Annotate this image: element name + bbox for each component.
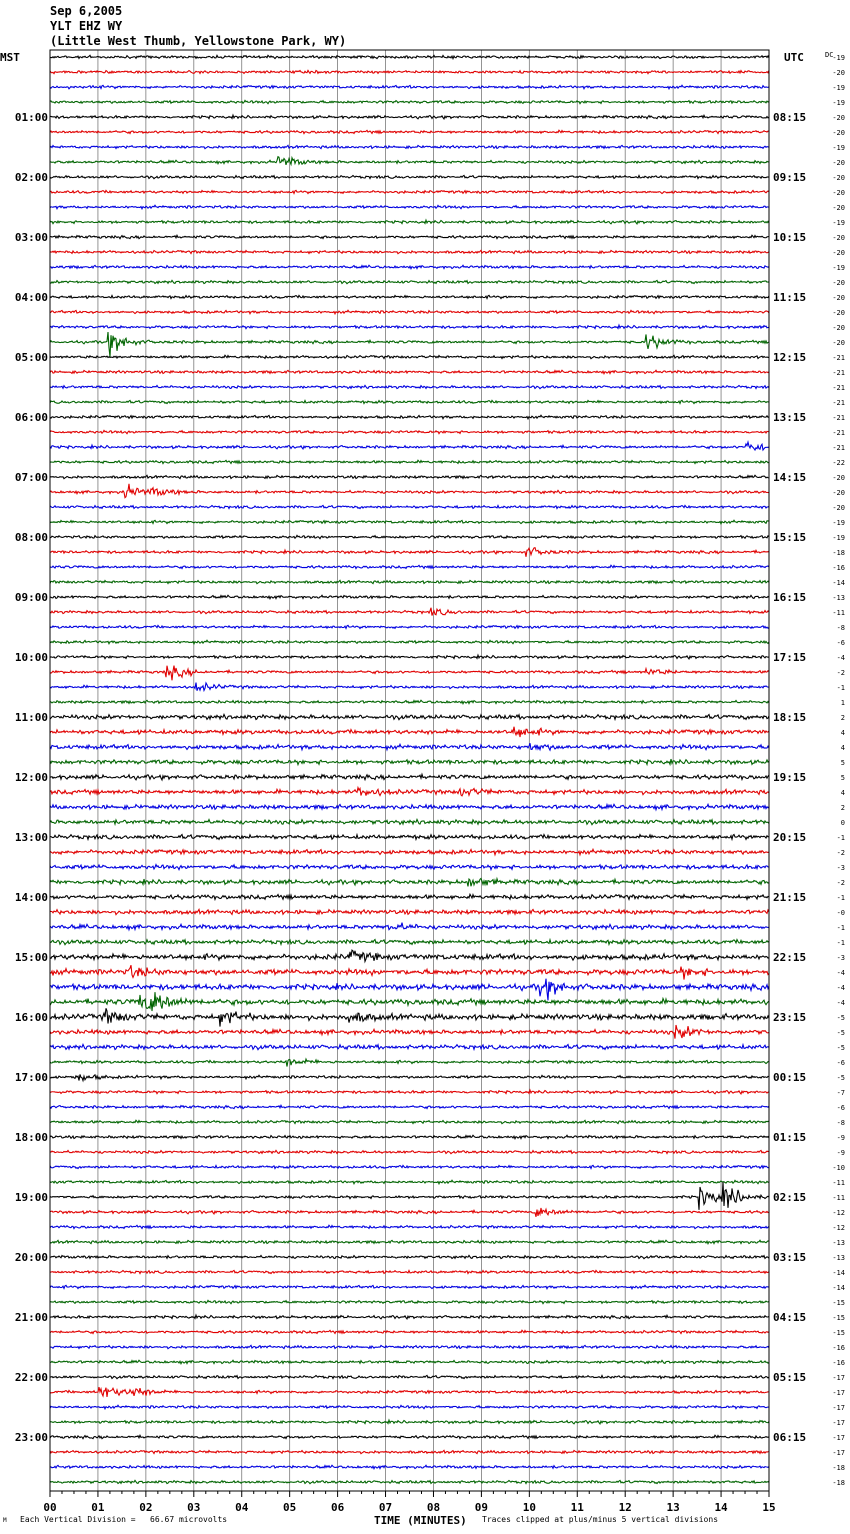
seismic-trace: [50, 835, 769, 840]
utc-hour-labels: [773, 111, 806, 1444]
seismic-trace: [50, 1105, 769, 1108]
dc-offset-value: -17: [832, 1374, 845, 1382]
header-station: YLT EHZ WY: [50, 19, 123, 33]
seismic-trace: [50, 1387, 769, 1397]
utc-axis-label: UTC: [784, 51, 804, 64]
dc-offset-value: -1: [836, 894, 845, 902]
dc-offset-value: -4: [836, 969, 845, 977]
dc-offset-value: -6: [836, 639, 845, 647]
x-tick-label: 01: [91, 1501, 105, 1514]
seismic-trace: [50, 1240, 769, 1243]
dc-offset-value: -4: [836, 999, 845, 1007]
mst-hour-label: 05:00: [14, 351, 48, 364]
seismic-trace: [50, 484, 769, 498]
seismic-trace: [50, 743, 769, 750]
dc-offset-value: 5: [840, 774, 845, 782]
seismic-trace: [50, 1074, 769, 1080]
utc-hour-label: 06:15: [773, 1431, 807, 1444]
mst-hour-label: 19:00: [14, 1191, 48, 1204]
seismic-trace: [50, 940, 769, 945]
vertical-division-note: [20, 1515, 227, 1524]
dc-offset-value: -16: [832, 564, 845, 572]
seismic-trace: [50, 979, 769, 1001]
dc-offset-value: 0: [840, 819, 845, 827]
utc-hour-label: 17:15: [773, 651, 807, 664]
dc-offset-value: -9: [836, 1134, 845, 1142]
seismic-trace: [50, 115, 769, 119]
mst-hour-label: 16:00: [14, 1011, 48, 1024]
dc-offset-value: -19: [832, 219, 845, 227]
seismic-trace: [50, 565, 769, 568]
seismic-trace: [50, 625, 769, 628]
dc-offset-value: -1: [836, 924, 845, 932]
dc-offset-value: -17: [832, 1434, 845, 1442]
seismic-trace: [50, 992, 769, 1011]
dc-offset-value: -2: [836, 879, 845, 887]
dc-offset-value: -20: [832, 249, 845, 257]
dc-offset-value: -5: [836, 1074, 845, 1082]
dc-offset-value: -13: [832, 594, 845, 602]
dc-offset-value: -20: [832, 174, 845, 182]
seismic-trace: [50, 1465, 769, 1468]
mst-hour-label: 07:00: [14, 471, 48, 484]
dc-offset-value: -21: [832, 414, 845, 422]
dc-offset-value: -17: [832, 1449, 845, 1457]
dc-offset-value: -6: [836, 1104, 845, 1112]
dc-offset-value: -19: [832, 144, 845, 152]
dc-offset-value: -8: [836, 1119, 845, 1127]
x-tick-label: 06: [330, 1501, 345, 1514]
mst-axis-label: MST: [0, 51, 20, 64]
seismic-trace: [50, 878, 769, 886]
dc-offset-value: -20: [832, 474, 845, 482]
utc-hour-label: 14:15: [773, 471, 807, 484]
mst-hour-label: 06:00: [14, 411, 48, 424]
dc-offset-value: -19: [832, 84, 845, 92]
corner-mark: M: [3, 1517, 7, 1524]
seismic-trace: [50, 1044, 769, 1049]
x-tick-label: 11: [570, 1501, 584, 1514]
seismic-trace: [50, 1360, 769, 1363]
dc-offset-value: -5: [836, 1029, 845, 1037]
dc-offset-value: -20: [832, 69, 845, 77]
seismic-trace: [50, 220, 769, 224]
seismic-trace: [50, 580, 769, 583]
mst-hour-label: 18:00: [14, 1131, 48, 1144]
seismic-trace: [50, 1405, 769, 1408]
dc-offset-value: -2: [836, 849, 845, 857]
seismic-trace: [50, 130, 769, 133]
utc-hour-label: 08:15: [773, 111, 807, 124]
seismic-trace: [50, 1480, 769, 1483]
utc-hour-label: 00:15: [773, 1071, 807, 1084]
seismic-trace: [50, 325, 769, 329]
seismic-trace: [50, 400, 769, 403]
seismic-trace: [50, 505, 769, 508]
seismic-trace: [50, 714, 769, 719]
x-tick-label: 12: [618, 1501, 632, 1514]
seismic-trace: [50, 1150, 769, 1153]
mst-hour-label: 03:00: [14, 231, 48, 244]
seismic-trace: [50, 759, 769, 765]
dc-offset-value: -20: [832, 159, 845, 167]
seismic-trace: [50, 250, 769, 253]
seismic-trace: [50, 1300, 769, 1303]
dc-offset-value: -7: [836, 1089, 845, 1097]
dc-offset-value: -15: [832, 1329, 845, 1337]
header-date: Sep 6,2005: [50, 4, 123, 18]
dc-offset-value: -1: [836, 834, 845, 842]
dc-offset-value: -21: [832, 429, 845, 437]
division-label: Each Vertical Division =: [20, 1515, 136, 1524]
dc-offset-value: 2: [840, 714, 845, 722]
dc-offset-value: -19: [832, 264, 845, 272]
dc-offset-value: -21: [832, 399, 845, 407]
seismic-trace: [50, 1182, 769, 1210]
seismic-trace: [50, 70, 769, 73]
seismic-trace: [50, 157, 769, 165]
seismic-trace: [50, 1285, 769, 1288]
seismic-trace: [50, 965, 769, 979]
seismic-trace: [50, 894, 769, 899]
seismic-trace: [50, 1059, 769, 1066]
utc-hour-label: 05:15: [773, 1371, 807, 1384]
dc-offset-value: -11: [832, 609, 845, 617]
dc-offset-value: -20: [832, 309, 845, 317]
x-axis-title: TIME (MINUTES): [374, 1514, 467, 1527]
seismic-trace: [50, 85, 769, 89]
utc-hour-label: 03:15: [773, 1251, 807, 1264]
seismic-trace: [50, 774, 769, 780]
x-axis: [43, 1491, 775, 1514]
utc-hour-label: 11:15: [773, 291, 807, 304]
dc-offset-value: -11: [832, 1179, 845, 1187]
dc-offset-value: 1: [840, 699, 845, 707]
seismic-trace: [50, 1270, 769, 1273]
dc-offset-value: -18: [832, 1464, 845, 1472]
clip-note: Traces clipped at plus/minus 5 vertical divisions: [482, 1515, 719, 1524]
seismic-trace: [50, 1165, 769, 1168]
seismic-trace: [50, 520, 769, 523]
dc-offset-value: -2: [836, 669, 845, 677]
seismic-trace: [50, 1225, 769, 1228]
dc-offset-value: -15: [832, 1299, 845, 1307]
dc-offset-value: -3: [836, 864, 845, 872]
dc-offset-value: -20: [832, 234, 845, 242]
utc-hour-label: 16:15: [773, 591, 807, 604]
seismic-trace: [50, 788, 769, 796]
dc-offset-value: 4: [840, 729, 845, 737]
dc-offset-value: -21: [832, 384, 845, 392]
dc-offset-value: 4: [840, 744, 845, 752]
seismic-trace: [50, 190, 769, 193]
mst-hour-label: 12:00: [14, 771, 48, 784]
dc-offset-value: -10: [832, 1164, 845, 1172]
dc-offset-value: -20: [832, 114, 845, 122]
seismic-trace: [50, 950, 769, 961]
dc-offset-value: -15: [832, 1314, 845, 1322]
seismic-trace: [50, 1435, 769, 1438]
dc-offset-value: -20: [832, 504, 845, 512]
x-tick-label: 04: [235, 1501, 249, 1514]
seismic-trace: [50, 370, 769, 373]
seismic-trace: [50, 865, 769, 870]
seismic-trace: [50, 909, 769, 914]
seismic-trace: [50, 332, 769, 357]
x-tick-label: 13: [666, 1501, 680, 1514]
x-tick-label: 07: [378, 1501, 393, 1514]
seismic-trace: [50, 548, 769, 557]
utc-hour-label: 01:15: [773, 1131, 807, 1144]
dc-offset-value: -14: [832, 1269, 845, 1277]
x-tick-label: 15: [762, 1501, 776, 1514]
mst-hour-label: 15:00: [14, 951, 48, 964]
mst-hour-label: 02:00: [14, 171, 48, 184]
seismic-trace: [50, 295, 769, 298]
dc-offset-value: -21: [832, 444, 845, 452]
mst-hour-label: 13:00: [14, 831, 48, 844]
seismic-trace: [50, 1420, 769, 1424]
dc-offset-value: -20: [832, 129, 845, 137]
dc-offset-value: -17: [832, 1419, 845, 1427]
utc-hour-label: 09:15: [773, 171, 807, 184]
dc-offset-value: -18: [832, 549, 845, 557]
dc-offset-value: -20: [832, 339, 845, 347]
dc-offset-value: -20: [832, 324, 845, 332]
dc-offset-value: -20: [832, 189, 845, 197]
seismic-trace: [50, 1375, 769, 1378]
seismic-trace: [50, 595, 769, 598]
seismic-trace: [50, 1180, 769, 1183]
x-tick-label: 02: [139, 1501, 153, 1514]
utc-hour-label: 19:15: [773, 771, 807, 784]
mst-hour-label: 20:00: [14, 1251, 48, 1264]
seismic-trace: [50, 475, 769, 478]
seismic-trace: [50, 1120, 769, 1123]
seismic-trace: [50, 1208, 769, 1217]
dc-offset-value: -16: [832, 1344, 845, 1352]
mst-hour-label: 09:00: [14, 591, 48, 604]
dc-offset-value: -12: [832, 1224, 845, 1232]
mst-hour-label: 17:00: [14, 1071, 48, 1084]
seismic-trace: [50, 804, 769, 809]
dc-offset-value: -14: [832, 1284, 845, 1292]
seismic-trace: [50, 1135, 769, 1138]
dc-offset-value: -1: [836, 939, 845, 947]
seismic-trace: [50, 819, 769, 824]
dc-offset-value: -16: [832, 1359, 845, 1367]
seismic-trace: [50, 280, 769, 283]
mst-hour-label: 01:00: [14, 111, 48, 124]
dc-offset-value: -20: [832, 489, 845, 497]
seismic-trace: [50, 1008, 769, 1026]
dc-offset-value: -17: [832, 1404, 845, 1412]
header-location: (Little West Thumb, Yellowstone Park, WY): [50, 34, 347, 48]
seismic-trace: [50, 235, 769, 238]
seismic-trace: [50, 310, 769, 313]
seismic-trace: [50, 683, 769, 691]
dc-offset-value: -5: [836, 1044, 845, 1052]
dc-offset-value: 4: [840, 789, 845, 797]
dc-offset-value: -18: [832, 1479, 845, 1487]
dc-offset-value: -17: [832, 1389, 845, 1397]
seismic-trace: [50, 100, 769, 103]
utc-hour-label: 13:15: [773, 411, 807, 424]
dc-offset-value: -19: [832, 519, 845, 527]
dc-offset-value: -5: [836, 1014, 845, 1022]
seismic-trace: [50, 655, 769, 659]
dc-offset-value: -9: [836, 1149, 845, 1157]
mst-hour-label: 11:00: [14, 711, 48, 724]
dc-offset-value: -4: [836, 984, 845, 992]
utc-hour-label: 18:15: [773, 711, 807, 724]
seismic-trace: [50, 1315, 769, 1319]
seismic-trace: [50, 923, 769, 930]
utc-hour-label: 12:15: [773, 351, 807, 364]
seismic-trace: [50, 415, 769, 418]
utc-hour-label: 04:15: [773, 1311, 807, 1324]
seismic-trace: [50, 145, 769, 148]
seismic-trace: [50, 1255, 769, 1258]
dc-offset-value: 5: [840, 759, 845, 767]
dc-offset-value: 2: [840, 804, 845, 812]
dc-offset-value: -11: [832, 1194, 845, 1202]
seismic-trace: [50, 385, 769, 388]
seismic-trace: [50, 640, 769, 643]
mst-hour-label: 08:00: [14, 531, 48, 544]
seismic-trace: [50, 727, 769, 737]
seismic-trace: [50, 265, 769, 268]
utc-hour-label: 22:15: [773, 951, 807, 964]
seismic-trace: [50, 700, 769, 703]
mst-hour-label: 04:00: [14, 291, 48, 304]
utc-hour-label: 15:15: [773, 531, 807, 544]
utc-hour-label: 02:15: [773, 1191, 807, 1204]
mst-hour-label: 21:00: [14, 1311, 48, 1324]
dc-offset-value: -3: [836, 954, 845, 962]
seismic-trace: [50, 460, 769, 463]
dc-offset-value: -19: [832, 534, 845, 542]
utc-hour-label: 20:15: [773, 831, 807, 844]
division-value: 66.67 microvolts: [150, 1515, 228, 1524]
seismic-trace: [50, 55, 769, 58]
dc-offset-value: -0: [836, 909, 845, 917]
mst-hour-labels: [15, 111, 48, 1444]
mst-hour-label: 23:00: [14, 1431, 48, 1444]
dc-offset-value: -1: [836, 684, 845, 692]
mst-hour-label: 10:00: [14, 651, 48, 664]
dc-offset-value: -4: [836, 654, 845, 662]
dc-offset-value: -20: [832, 294, 845, 302]
dc-offset-value: -19: [832, 54, 845, 62]
x-tick-label: 00: [43, 1501, 57, 1514]
seismic-trace: [50, 175, 769, 178]
dc-offset-value: -19: [832, 99, 845, 107]
dc-offset-value: -6: [836, 1059, 845, 1067]
utc-hour-label: 10:15: [773, 231, 807, 244]
seismic-trace: [50, 535, 769, 538]
dc-label: DC: [825, 51, 834, 59]
dc-offset-value: -12: [832, 1209, 845, 1217]
dc-offset-value: -20: [832, 204, 845, 212]
dc-offset-value: -21: [832, 354, 845, 362]
seismic-trace: [50, 608, 769, 616]
x-tick-label: 08: [426, 1501, 441, 1514]
utc-hour-label: 21:15: [773, 891, 807, 904]
seismic-trace: [50, 1345, 769, 1348]
mst-hour-label: 14:00: [14, 891, 48, 904]
seismic-trace: [50, 1025, 769, 1039]
x-tick-label: 09: [474, 1501, 489, 1514]
seismic-trace: [50, 1450, 769, 1453]
dc-offset-value: -13: [832, 1254, 845, 1262]
x-tick-label: 14: [714, 1501, 728, 1514]
utc-hour-label: 23:15: [773, 1011, 807, 1024]
seismic-trace: [50, 442, 769, 450]
seismic-trace: [50, 1330, 769, 1333]
seismic-trace: [50, 666, 769, 681]
dc-offset-value: -20: [832, 279, 845, 287]
seismic-trace: [50, 1090, 769, 1094]
dc-offset-value: -22: [832, 459, 845, 467]
x-tick-label: 10: [522, 1501, 536, 1514]
dc-offset-value: -8: [836, 624, 845, 632]
dc-offset-value: -21: [832, 369, 845, 377]
x-tick-label: 05: [283, 1501, 297, 1514]
seismic-trace: [50, 430, 769, 433]
dc-offset-value: -13: [832, 1239, 845, 1247]
x-tick-label: 03: [187, 1501, 201, 1514]
seismic-trace: [50, 849, 769, 854]
seismic-trace: [50, 205, 769, 208]
dc-offset-value: -14: [832, 579, 845, 587]
mst-hour-label: 22:00: [14, 1371, 48, 1384]
seismic-traces: [50, 55, 769, 1483]
dc-offset-labels: [832, 54, 845, 1487]
seismic-trace: [50, 355, 769, 358]
